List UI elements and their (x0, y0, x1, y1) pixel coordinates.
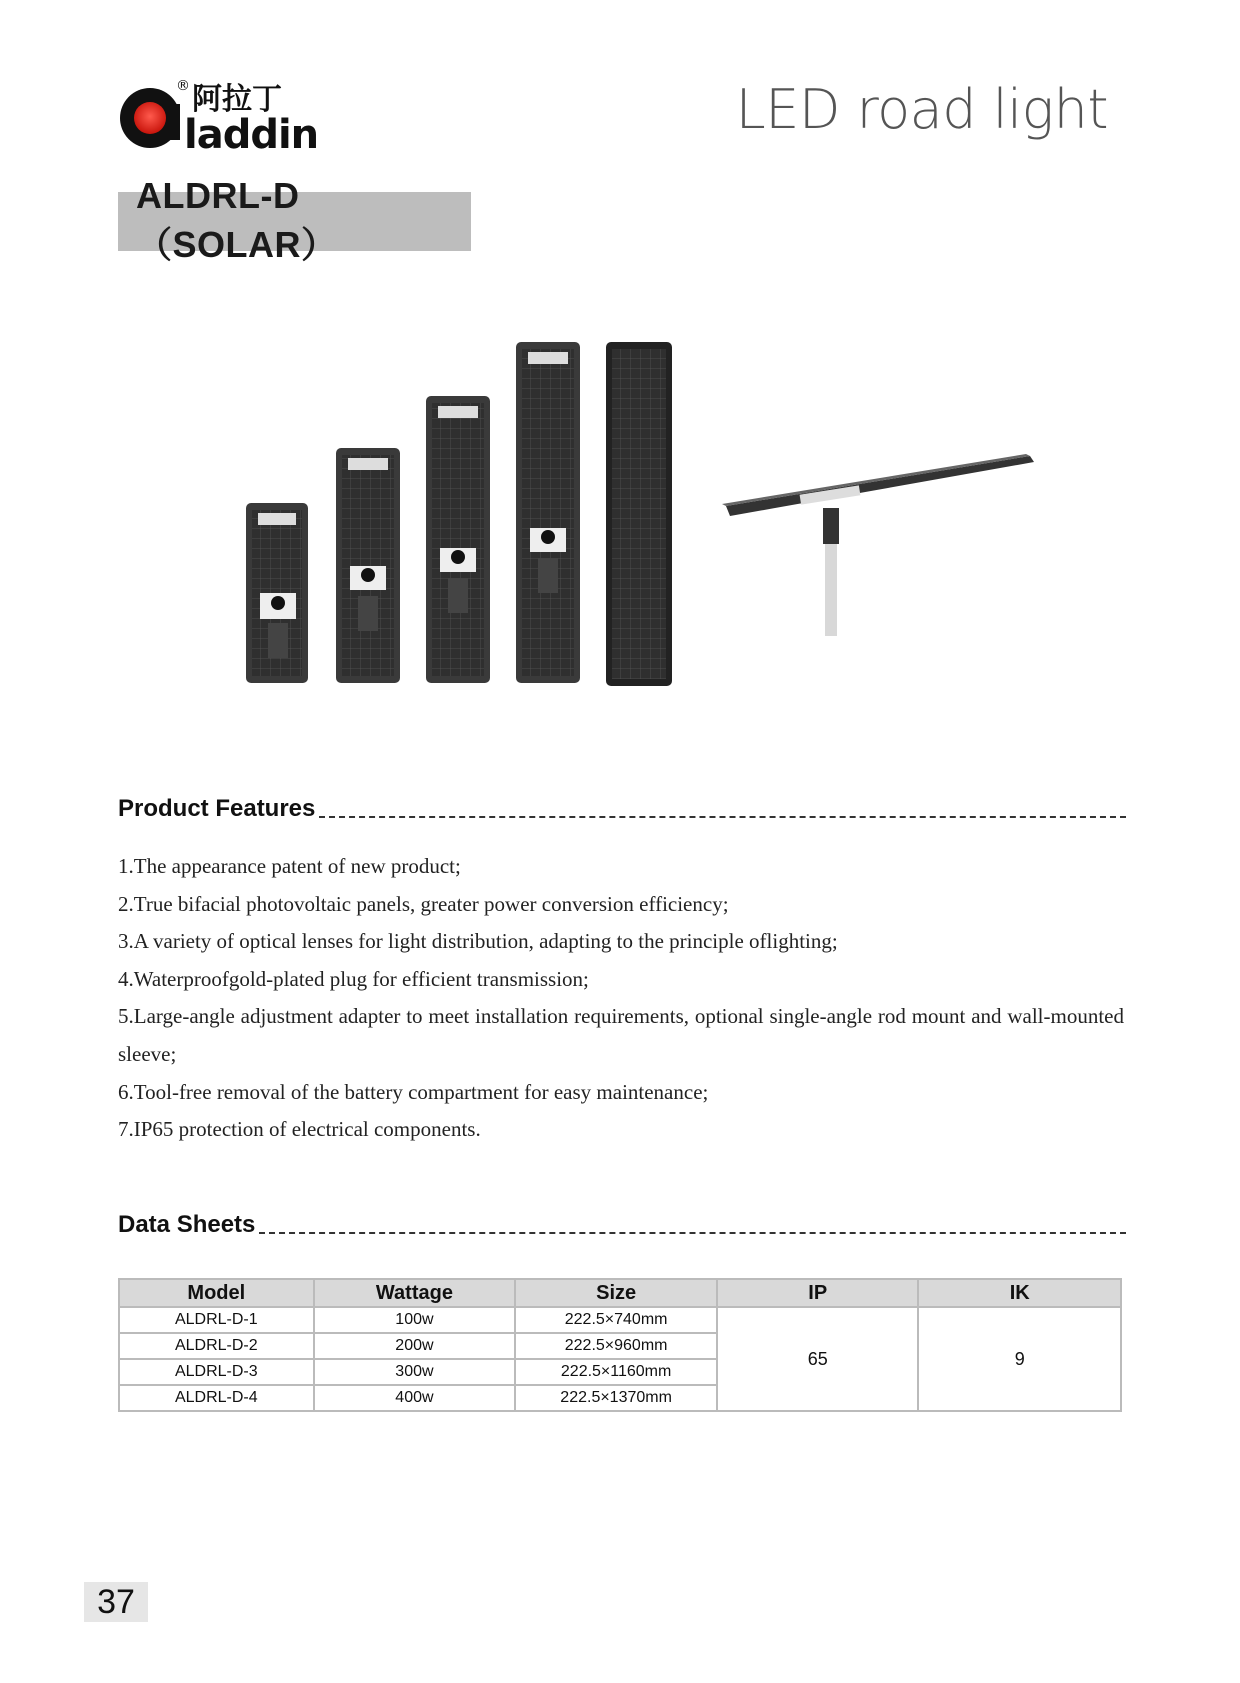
product-image (240, 338, 1040, 698)
feature-item: 4.Waterproofgold-plated plug for efficient transmission; (118, 966, 589, 991)
product-features-title: Product Features (118, 795, 316, 822)
svg-text:阿拉丁: 阿拉丁 (192, 82, 282, 117)
feature-item: 7.IP65 protection of electrical components. (118, 1117, 481, 1142)
data-sheet-table (118, 1278, 1122, 1412)
table-row (119, 1307, 1121, 1333)
column-header-model: Model (119, 1279, 314, 1307)
cell-ik: 9 (918, 1307, 1121, 1411)
solar-light-unit-2 (336, 448, 400, 683)
cell-model: ALDRL-D-1 (119, 1307, 314, 1333)
solar-light-unit-1 (246, 503, 308, 683)
cell-wattage: 200w (314, 1333, 516, 1359)
feature-item: 2.True bifacial photovoltaic panels, greater power conversion efficiency; (118, 891, 729, 916)
cell-wattage: 400w (314, 1385, 516, 1411)
product-features-heading (118, 795, 1126, 823)
feature-item: 6.Tool-free removal of the battery compartment for easy maintenance; (118, 1079, 709, 1104)
cell-model: ALDRL-D-4 (119, 1385, 314, 1411)
cell-model: ALDRL-D-3 (119, 1359, 314, 1385)
solar-light-unit-back (606, 342, 672, 686)
feature-item: 3.A variety of optical lenses for light distribution, adapting to the principle oflighting; (118, 929, 838, 954)
cell-size: 222.5×740mm (515, 1307, 717, 1333)
feature-item: 5.Large-angle adjustment adapter to meet installation requirements, optional single-angle rod mount and wall-mounted sleeve; (118, 1004, 1124, 1066)
dashed-divider (319, 816, 1126, 818)
table-header-row (119, 1279, 1121, 1307)
dashed-divider (259, 1232, 1126, 1234)
feature-item: 1.The appearance patent of new product; (118, 854, 461, 878)
cell-model: ALDRL-D-2 (119, 1333, 314, 1359)
mounted-light-view (722, 454, 1034, 636)
data-sheets-title: Data Sheets (118, 1211, 256, 1238)
cell-wattage: 100w (314, 1307, 516, 1333)
solar-light-unit-3 (426, 396, 490, 683)
column-header-ik: IK (918, 1279, 1121, 1307)
column-header-ip: IP (717, 1279, 918, 1307)
laddin-logo-icon (116, 76, 326, 156)
svg-text:laddin: laddin (184, 112, 319, 156)
column-header-wattage: Wattage (314, 1279, 516, 1307)
model-banner: ALDRL-D（SOLAR） (118, 192, 471, 251)
cell-size: 222.5×960mm (515, 1333, 717, 1359)
svg-text:®: ® (176, 78, 190, 94)
page-category-title: LED road light (735, 78, 1108, 141)
brand-logo (116, 76, 326, 156)
cell-ip: 65 (717, 1307, 918, 1411)
cell-wattage: 300w (314, 1359, 516, 1385)
cell-size: 222.5×1160mm (515, 1359, 717, 1385)
features-list (118, 848, 1124, 1149)
page-number: 37 (84, 1582, 148, 1622)
cell-size: 222.5×1370mm (515, 1385, 717, 1411)
column-header-size: Size (515, 1279, 717, 1307)
data-sheets-heading (118, 1211, 1126, 1239)
solar-light-unit-4 (516, 342, 580, 683)
